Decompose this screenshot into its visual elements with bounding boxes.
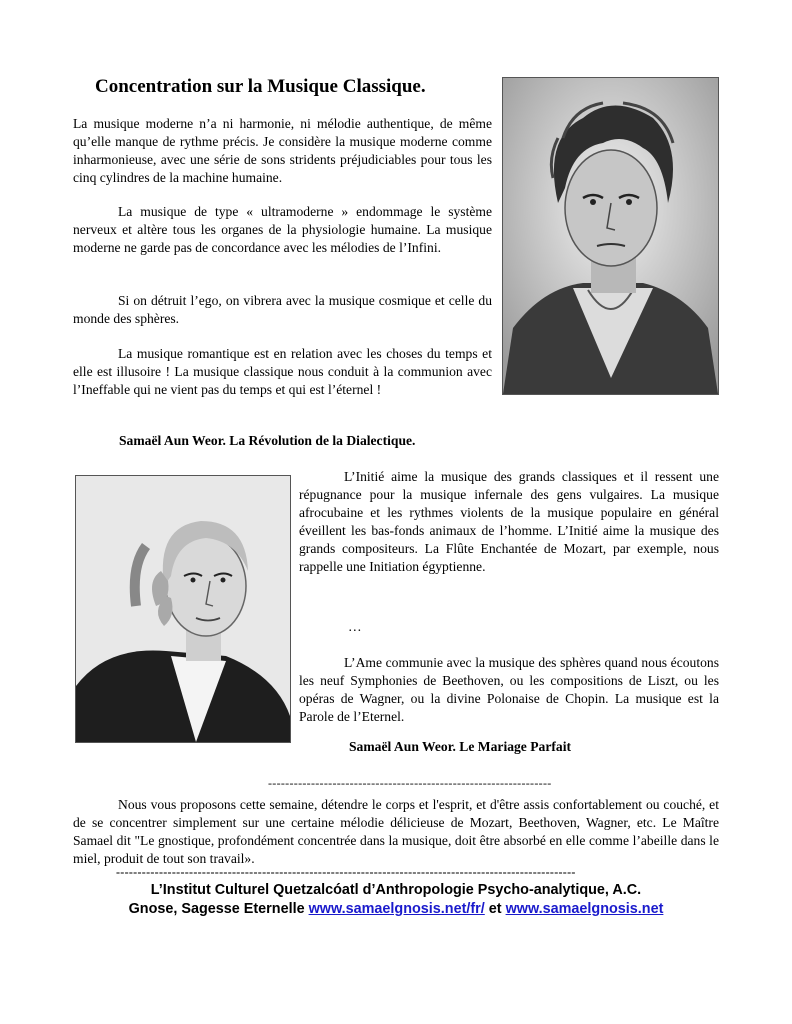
institute-name: L’Institut Culturel Quetzalcóatl d’Anthropologie Psycho-analytique, A.C. bbox=[150, 882, 642, 898]
citation-mariage: Samaël Aun Weor. Le Mariage Parfait bbox=[349, 739, 572, 754]
conjunction: et bbox=[484, 901, 506, 917]
citation-dialectique: Samaël Aun Weor. La Révolution de la Dialectique. bbox=[119, 433, 416, 448]
paragraph-soul: L’Ame communie avec la musique des sphères quand nous écoutons les neuf Symphonies de Beethoven, ou les compositions de Liszt, ou les opéras de Wagner, ou la divine Polonaise de Chopin. La musique est la Parole de l’Eternel. bbox=[299, 655, 719, 724]
link-samaelgnosis[interactable]: www.samaelgnosis.net bbox=[505, 901, 664, 917]
paragraph-modern-music: La musique moderne n’a ni harmonie, ni mélodie authentique, de même qu’elle manque de rythme précis. Je considère la musique moderne comme inharmonieuse, avec une série de sons stridents préjudiciables pour tous les cinq cylindres de la machine humaine. bbox=[73, 116, 492, 185]
beethoven-portrait bbox=[502, 77, 719, 395]
ellipsis: … bbox=[348, 619, 362, 634]
gnose-prefix: Gnose, Sagesse Eternelle bbox=[128, 901, 309, 917]
separator-top: ------------------------------------------------------------------ bbox=[268, 776, 552, 790]
footer-links-line bbox=[46, 901, 746, 917]
paragraph-romantic: La musique romantique est en relation avec les choses du temps et elle est illusoire ! La musique classique nous conduit à la communion avec l’Ineffable qui ne vient pas du temps et qui est l’éternel ! bbox=[73, 346, 492, 397]
separator-bottom: ----------------------------------------------------------------------------------------------------------- bbox=[116, 865, 576, 879]
link-samaelgnosis-fr[interactable]: www.samaelgnosis.net/fr/ bbox=[308, 901, 485, 917]
mozart-portrait bbox=[75, 475, 291, 743]
paragraph-ego: Si on détruit l’ego, on vibrera avec la musique cosmique et celle du monde des sphères. bbox=[73, 293, 492, 326]
page-title: Concentration sur la Musique Classique. bbox=[95, 76, 426, 97]
paragraph-proposal: Nous vous proposons cette semaine, détendre le corps et l'esprit, et d'être assis confortablement ou couché, et de se concentrer simplement sur une certaine mélodie délicieuse de Mozart, Beethoven, Wagner, etc. Le Maître Samael dit "Le gnostique, profondément concentrée dans la musique, doit être absorbé en elle comme l’abeille dans le miel, produit de tout son travail». bbox=[73, 797, 719, 866]
paragraph-ultramodern: La musique de type « ultramoderne » endommage le système nerveux et altère tous les organes de la physiologie humaine. La musique moderne ne garde pas de concordance avec les mélodies de l’Infini. bbox=[73, 204, 492, 255]
paragraph-initiate: L’Initié aime la musique des grands classiques et il ressent une répugnance pour la musique infernale des gens vulgaires. La musique afrocubaine et les rythmes violents de la musique populaire en général éveillent les bas-fonds animaux de l’homme. L’Initié aime la musique des grands compositeurs. La Flûte Enchantée de Mozart, par exemple, nous rappelle une Initiation égyptienne. bbox=[299, 469, 719, 574]
